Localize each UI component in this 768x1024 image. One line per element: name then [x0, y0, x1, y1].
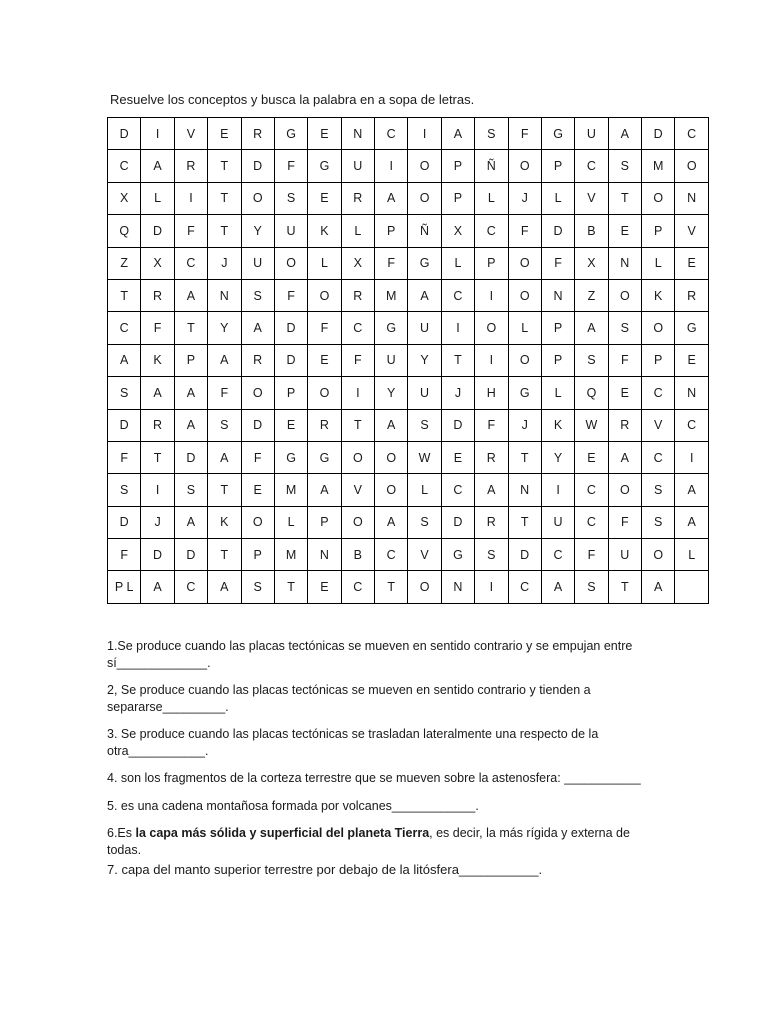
grid-cell: O — [274, 247, 307, 279]
grid-cell: O — [408, 150, 441, 182]
grid-cell: L — [675, 539, 709, 571]
grid-cell: C — [642, 441, 675, 473]
grid-cell: T — [508, 441, 541, 473]
grid-cell: H — [475, 377, 508, 409]
grid-cell: Y — [208, 312, 241, 344]
grid-cell: E — [308, 118, 341, 150]
grid-cell: G — [541, 118, 574, 150]
grid-cell: O — [341, 506, 374, 538]
grid-cell: O — [241, 377, 274, 409]
grid-cell: I — [408, 118, 441, 150]
grid-cell: O — [475, 312, 508, 344]
grid-cell: J — [141, 506, 174, 538]
grid-cell: X — [141, 247, 174, 279]
grid-cell: C — [675, 409, 709, 441]
grid-cell: A — [575, 312, 608, 344]
grid-cell: E — [308, 344, 341, 376]
grid-cell: C — [441, 279, 474, 311]
grid-cell: U — [341, 150, 374, 182]
grid-cell: V — [675, 215, 709, 247]
grid-cell: D — [241, 409, 274, 441]
question-6-prefix: 6.Es — [107, 826, 136, 840]
grid-cell: N — [208, 279, 241, 311]
grid-row — [108, 247, 709, 279]
grid-cell: A — [208, 441, 241, 473]
grid-cell: T — [208, 474, 241, 506]
grid-cell: U — [541, 506, 574, 538]
grid-cell: S — [108, 377, 141, 409]
grid-cell: D — [141, 539, 174, 571]
grid-cell: L — [508, 312, 541, 344]
grid-cell: F — [274, 279, 307, 311]
grid-cell: K — [208, 506, 241, 538]
grid-cell: F — [508, 118, 541, 150]
grid-cell: D — [108, 506, 141, 538]
grid-cell: P — [375, 215, 408, 247]
grid-cell: A — [675, 506, 709, 538]
grid-cell: U — [241, 247, 274, 279]
grid-cell: V — [642, 409, 675, 441]
grid-cell: O — [508, 279, 541, 311]
grid-cell: I — [475, 344, 508, 376]
grid-cell: T — [608, 182, 641, 214]
grid-cell: S — [642, 474, 675, 506]
question-2: 2, Se produce cuando las placas tectónicas se mueven en sentido contrario y tienden a separarse_________. — [107, 683, 591, 714]
grid-cell: G — [274, 441, 307, 473]
grid-cell: J — [508, 409, 541, 441]
grid-cell: C — [375, 539, 408, 571]
grid-cell — [675, 571, 709, 603]
grid-row — [108, 377, 709, 409]
grid-cell: Ñ — [475, 150, 508, 182]
grid-cell: R — [608, 409, 641, 441]
grid-cell: E — [441, 441, 474, 473]
grid-cell: Z — [575, 279, 608, 311]
grid-cell: D — [441, 409, 474, 441]
grid-cell: E — [575, 441, 608, 473]
grid-cell: I — [541, 474, 574, 506]
grid-cell: U — [408, 377, 441, 409]
grid-cell: P — [441, 150, 474, 182]
grid-cell: I — [375, 150, 408, 182]
grid-cell: L — [642, 247, 675, 279]
grid-cell: O — [508, 247, 541, 279]
grid-cell: O — [375, 474, 408, 506]
word-search-grid — [107, 117, 709, 604]
grid-cell: A — [375, 409, 408, 441]
grid-cell: A — [408, 279, 441, 311]
grid-cell: C — [174, 571, 207, 603]
grid-cell: A — [642, 571, 675, 603]
grid-cell: P — [274, 377, 307, 409]
grid-cell: A — [208, 344, 241, 376]
grid-cell: O — [408, 182, 441, 214]
grid-cell: O — [308, 279, 341, 311]
grid-cell: A — [475, 474, 508, 506]
grid-cell: S — [608, 150, 641, 182]
grid-row — [108, 279, 709, 311]
grid-cell: I — [441, 312, 474, 344]
grid-row — [108, 506, 709, 538]
grid-cell: R — [675, 279, 709, 311]
grid-cell: Y — [241, 215, 274, 247]
grid-cell: O — [642, 312, 675, 344]
grid-cell: C — [575, 474, 608, 506]
grid-cell: I — [475, 571, 508, 603]
grid-cell: A — [174, 279, 207, 311]
grid-row — [108, 409, 709, 441]
grid-cell: E — [274, 409, 307, 441]
grid-cell: L — [341, 215, 374, 247]
grid-cell: C — [375, 118, 408, 150]
grid-cell: A — [241, 312, 274, 344]
grid-cell: A — [141, 571, 174, 603]
grid-cell: A — [308, 474, 341, 506]
grid-cell: C — [108, 150, 141, 182]
grid-cell: F — [174, 215, 207, 247]
grid-cell: D — [642, 118, 675, 150]
grid-cell: F — [341, 344, 374, 376]
grid-cell: N — [441, 571, 474, 603]
grid-cell: K — [642, 279, 675, 311]
grid-cell: J — [441, 377, 474, 409]
grid-cell: R — [308, 409, 341, 441]
grid-cell: U — [375, 344, 408, 376]
grid-cell: A — [174, 377, 207, 409]
grid-cell: C — [174, 247, 207, 279]
grid-cell: E — [208, 118, 241, 150]
grid-row — [108, 182, 709, 214]
grid-cell: P — [174, 344, 207, 376]
grid-cell: T — [208, 182, 241, 214]
grid-cell: T — [141, 441, 174, 473]
grid-cell: A — [608, 118, 641, 150]
grid-cell: N — [341, 118, 374, 150]
grid-cell: U — [608, 539, 641, 571]
grid-cell: F — [108, 441, 141, 473]
grid-cell: M — [642, 150, 675, 182]
grid-cell: T — [341, 409, 374, 441]
grid-cell: O — [508, 150, 541, 182]
grid-cell: K — [141, 344, 174, 376]
grid-cell: A — [174, 506, 207, 538]
grid-cell: I — [141, 474, 174, 506]
grid-row — [108, 312, 709, 344]
grid-cell: P — [541, 312, 574, 344]
grid-cell: S — [575, 344, 608, 376]
grid-cell: P L — [108, 571, 141, 603]
grid-cell: G — [675, 312, 709, 344]
grid-cell: F — [575, 539, 608, 571]
grid-cell: C — [642, 377, 675, 409]
grid-cell: F — [308, 312, 341, 344]
grid-cell: G — [408, 247, 441, 279]
grid-cell: O — [408, 571, 441, 603]
grid-cell: T — [108, 279, 141, 311]
grid-cell: S — [475, 118, 508, 150]
grid-cell: O — [241, 182, 274, 214]
grid-cell: V — [408, 539, 441, 571]
grid-cell: Y — [408, 344, 441, 376]
grid-cell: G — [308, 150, 341, 182]
grid-cell: S — [475, 539, 508, 571]
grid-cell: A — [375, 182, 408, 214]
grid-cell: D — [174, 441, 207, 473]
grid-cell: F — [208, 377, 241, 409]
grid-cell: C — [575, 150, 608, 182]
grid-cell: Y — [541, 441, 574, 473]
grid-cell: P — [441, 182, 474, 214]
grid-cell: G — [375, 312, 408, 344]
grid-cell: S — [241, 571, 274, 603]
grid-cell: C — [108, 312, 141, 344]
grid-cell: P — [642, 344, 675, 376]
grid-cell: D — [441, 506, 474, 538]
grid-cell: T — [208, 215, 241, 247]
grid-cell: F — [141, 312, 174, 344]
grid-cell: G — [508, 377, 541, 409]
grid-cell: T — [174, 312, 207, 344]
grid-cell: C — [441, 474, 474, 506]
grid-row — [108, 539, 709, 571]
grid-cell: G — [308, 441, 341, 473]
grid-cell: I — [475, 279, 508, 311]
grid-cell: M — [274, 474, 307, 506]
grid-cell: A — [608, 441, 641, 473]
grid-cell: T — [208, 539, 241, 571]
grid-cell: S — [642, 506, 675, 538]
grid-cell: L — [274, 506, 307, 538]
grid-cell: D — [241, 150, 274, 182]
grid-cell: S — [608, 312, 641, 344]
grid-cell: G — [441, 539, 474, 571]
grid-cell: U — [274, 215, 307, 247]
question-6-suffix: , es decir, la más rígida y externa de todas. — [107, 826, 630, 857]
grid-cell: F — [108, 539, 141, 571]
grid-cell: C — [475, 215, 508, 247]
grid-cell: L — [441, 247, 474, 279]
grid-cell: M — [274, 539, 307, 571]
grid-cell: K — [541, 409, 574, 441]
grid-cell: V — [575, 182, 608, 214]
grid-row — [108, 150, 709, 182]
grid-cell: T — [274, 571, 307, 603]
grid-cell: F — [508, 215, 541, 247]
grid-cell: D — [541, 215, 574, 247]
grid-cell: R — [141, 279, 174, 311]
grid-cell: U — [408, 312, 441, 344]
grid-cell: S — [274, 182, 307, 214]
grid-cell: O — [608, 474, 641, 506]
grid-cell: E — [241, 474, 274, 506]
grid-cell: R — [475, 441, 508, 473]
grid-cell: M — [375, 279, 408, 311]
grid-cell: X — [108, 182, 141, 214]
grid-cell: B — [575, 215, 608, 247]
grid-cell: W — [408, 441, 441, 473]
grid-cell: P — [475, 247, 508, 279]
grid-cell: S — [208, 409, 241, 441]
question-3: 3. Se produce cuando las placas tectónicas se trasladan lateralmente una respecto de la otra___________. — [107, 727, 599, 758]
grid-cell: T — [208, 150, 241, 182]
grid-cell: I — [341, 377, 374, 409]
grid-cell: O — [642, 539, 675, 571]
grid-cell: L — [141, 182, 174, 214]
grid-cell: L — [308, 247, 341, 279]
grid-cell: N — [675, 182, 709, 214]
grid-cell: O — [308, 377, 341, 409]
grid-cell: C — [341, 571, 374, 603]
grid-cell: C — [675, 118, 709, 150]
grid-cell: D — [108, 409, 141, 441]
grid-cell: D — [274, 344, 307, 376]
grid-cell: A — [208, 571, 241, 603]
grid-cell: R — [475, 506, 508, 538]
question-7: 7. capa del manto superior terrestre por debajo de la litósfera___________. — [107, 862, 543, 877]
grid-cell: U — [575, 118, 608, 150]
grid-cell: T — [608, 571, 641, 603]
grid-cell: F — [375, 247, 408, 279]
grid-cell: T — [441, 344, 474, 376]
grid-cell: P — [541, 150, 574, 182]
grid-cell: B — [341, 539, 374, 571]
grid-cell: X — [341, 247, 374, 279]
grid-cell: D — [108, 118, 141, 150]
grid-cell: Q — [575, 377, 608, 409]
grid-cell: D — [141, 215, 174, 247]
grid-cell: F — [608, 344, 641, 376]
grid-cell: Q — [108, 215, 141, 247]
grid-cell: L — [475, 182, 508, 214]
grid-cell: N — [675, 377, 709, 409]
grid-cell: R — [341, 182, 374, 214]
grid-cell: C — [575, 506, 608, 538]
grid-row — [108, 215, 709, 247]
grid-cell: L — [408, 474, 441, 506]
grid-cell: P — [241, 539, 274, 571]
grid-cell: O — [508, 344, 541, 376]
grid-cell: D — [508, 539, 541, 571]
grid-cell: R — [174, 150, 207, 182]
grid-cell: F — [475, 409, 508, 441]
grid-cell: P — [642, 215, 675, 247]
grid-row — [108, 571, 709, 603]
grid-cell: A — [108, 344, 141, 376]
grid-cell: T — [508, 506, 541, 538]
grid-cell: Ñ — [408, 215, 441, 247]
grid-cell: X — [575, 247, 608, 279]
grid-cell: T — [375, 571, 408, 603]
grid-cell: V — [341, 474, 374, 506]
questions-list — [107, 638, 667, 890]
grid-cell: D — [274, 312, 307, 344]
grid-cell: A — [375, 506, 408, 538]
grid-cell: C — [508, 571, 541, 603]
grid-cell: O — [341, 441, 374, 473]
question-6-bold: la capa más sólida y superficial del planeta Tierra — [135, 826, 430, 840]
grid-cell: D — [174, 539, 207, 571]
grid-cell: J — [508, 182, 541, 214]
grid-cell: G — [274, 118, 307, 150]
question-1: 1.Se produce cuando las placas tectónicas se mueven en sentido contrario y se empujan entre sí_____________. — [107, 639, 633, 670]
grid-cell: A — [675, 474, 709, 506]
grid-cell: R — [341, 279, 374, 311]
grid-cell: S — [174, 474, 207, 506]
grid-cell: A — [541, 571, 574, 603]
grid-cell: I — [141, 118, 174, 150]
grid-row — [108, 441, 709, 473]
grid-cell: R — [241, 118, 274, 150]
question-4: 4. son los fragmentos de la corteza terrestre que se mueven sobre la astenosfera: ___________ — [107, 771, 641, 785]
grid-cell: X — [441, 215, 474, 247]
grid-cell: E — [308, 182, 341, 214]
grid-cell: F — [608, 506, 641, 538]
worksheet-title: Resuelve los conceptos y busca la palabra en a sopa de letras. — [110, 92, 475, 107]
grid-row — [108, 474, 709, 506]
grid-cell: L — [541, 377, 574, 409]
grid-cell: E — [608, 377, 641, 409]
grid-cell: Y — [375, 377, 408, 409]
grid-cell: W — [575, 409, 608, 441]
grid-cell: P — [541, 344, 574, 376]
grid-cell: O — [375, 441, 408, 473]
grid-cell: E — [308, 571, 341, 603]
grid-cell: K — [308, 215, 341, 247]
grid-cell: S — [241, 279, 274, 311]
grid-cell: O — [608, 279, 641, 311]
grid-cell: E — [675, 247, 709, 279]
grid-cell: O — [675, 150, 709, 182]
grid-cell: Z — [108, 247, 141, 279]
question-6 — [107, 825, 667, 858]
grid-cell: V — [174, 118, 207, 150]
grid-cell: N — [508, 474, 541, 506]
grid-row — [108, 344, 709, 376]
grid-cell: F — [241, 441, 274, 473]
grid-cell: C — [541, 539, 574, 571]
grid-cell: J — [208, 247, 241, 279]
grid-cell: C — [341, 312, 374, 344]
grid-row — [108, 118, 709, 150]
grid-cell: S — [408, 409, 441, 441]
grid-cell: A — [441, 118, 474, 150]
grid-cell: F — [274, 150, 307, 182]
question-5: 5. es una cadena montañosa formada por volcanes____________. — [107, 798, 479, 813]
grid-cell: R — [141, 409, 174, 441]
grid-cell: A — [141, 150, 174, 182]
grid-cell: P — [308, 506, 341, 538]
grid-cell: R — [241, 344, 274, 376]
grid-cell: F — [541, 247, 574, 279]
grid-cell: S — [408, 506, 441, 538]
grid-cell: E — [675, 344, 709, 376]
grid-cell: N — [608, 247, 641, 279]
grid-cell: O — [241, 506, 274, 538]
grid-cell: L — [541, 182, 574, 214]
grid-cell: N — [308, 539, 341, 571]
grid-cell: S — [108, 474, 141, 506]
grid-cell: E — [608, 215, 641, 247]
grid-cell: I — [174, 182, 207, 214]
grid-cell: I — [675, 441, 709, 473]
grid-cell: A — [141, 377, 174, 409]
grid-cell: N — [541, 279, 574, 311]
grid-cell: O — [642, 182, 675, 214]
grid-cell: A — [174, 409, 207, 441]
grid-cell: S — [575, 571, 608, 603]
